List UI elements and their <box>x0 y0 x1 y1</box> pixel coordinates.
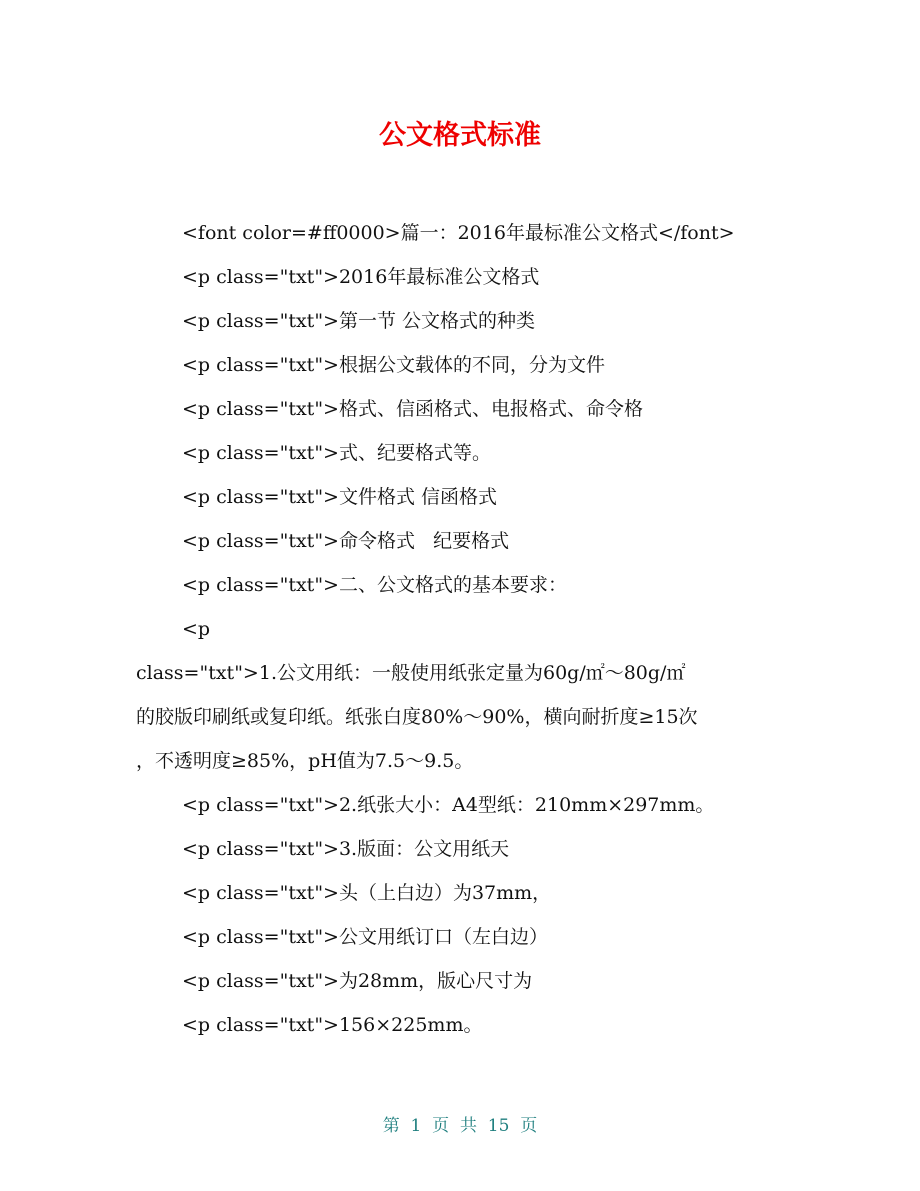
body-line: <p class="txt">公文用纸订口（左白边） <box>182 926 548 948</box>
body-line: <p class="txt">根据公文载体的不同，分为文件 <box>182 354 605 376</box>
body-line: <p class="txt">式、纪要格式等。 <box>182 442 491 464</box>
body-line: ，不透明度≥85%，pH值为7.5～9.5。 <box>136 750 474 772</box>
body-line: 的胶版印刷纸或复印纸。纸张白度80%～90%，横向耐折度≥15次 <box>136 706 698 728</box>
body-line: <p class="txt">头（上白边）为37mm， <box>182 882 552 904</box>
page-number-footer: 第 1 页 共 15 页 <box>382 1116 538 1136</box>
body-line: <p <box>182 618 211 640</box>
body-line: class="txt">1.公文用纸：一般使用纸张定量为60g/㎡～80g/㎡ <box>136 662 686 684</box>
body-line: <p class="txt">156×225mm。 <box>182 1014 483 1036</box>
body-line: <p class="txt">为28mm，版心尺寸为 <box>182 970 533 992</box>
body-line: <p class="txt">3.版面：公文用纸天 <box>182 838 510 860</box>
body-line: <p class="txt">第一节 公文格式的种类 <box>182 310 536 332</box>
document-body <box>136 211 786 1047</box>
body-line: <p class="txt">命令格式 纪要格式 <box>182 530 510 552</box>
body-line: <p class="txt">文件格式 信函格式 <box>182 486 498 508</box>
body-line: <p class="txt">2016年最标准公文格式 <box>182 266 540 288</box>
document-title: 公文格式标准 <box>379 120 541 151</box>
body-line: <p class="txt">格式、信函格式、电报格式、命令格 <box>182 398 643 420</box>
body-line: <p class="txt">2.纸张大小：A4型纸：210mm×297mm。 <box>182 794 715 816</box>
body-line: <p class="txt">二、公文格式的基本要求： <box>182 574 567 596</box>
body-line: <font color=#ff0000>篇一：2016年最标准公文格式</font> <box>182 222 735 244</box>
